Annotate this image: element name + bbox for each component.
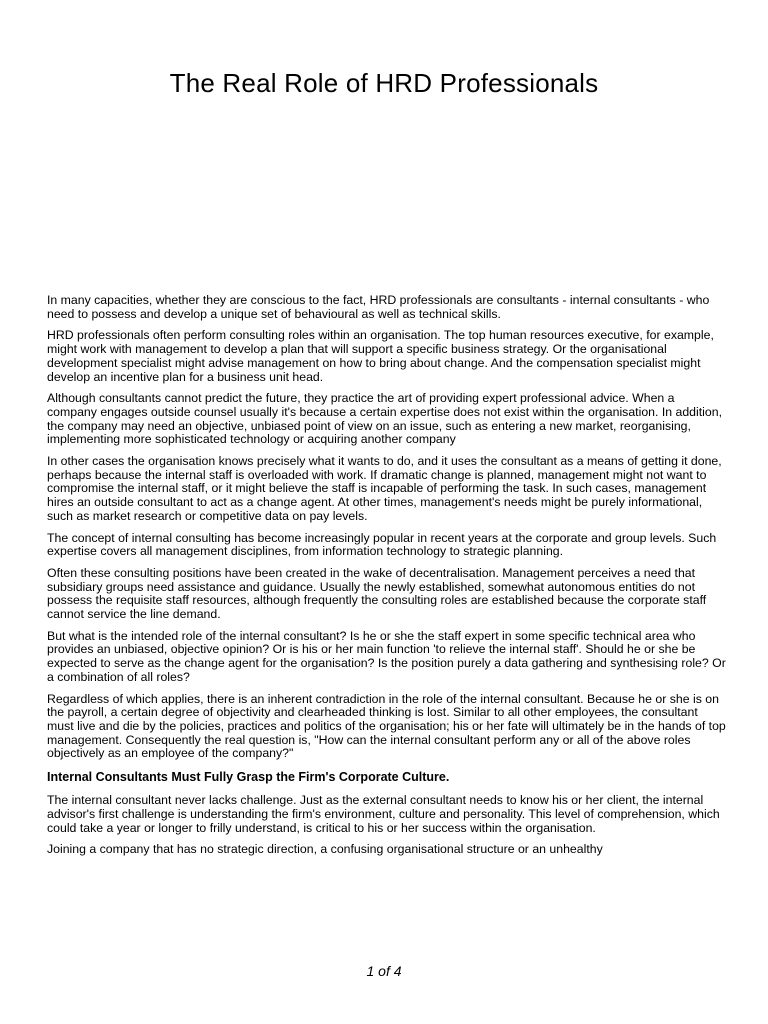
- paragraph: But what is the intended role of the internal consultant? Is he or she the staff expert in some specific technical area who provides an unbiased, objective opinion? Or is his or her main function 'to relieve the internal staff'. Should he or she be expected to serve as the change agent for the organisation? Is the position purely a data gathering and synthesising role? Or a combination of all roles?: [47, 628, 726, 684]
- paragraph: Joining a company that has no strategic direction, a confusing organisational structure or an unhealthy: [47, 842, 603, 857]
- paragraph: Often these consulting positions have been created in the wake of decentralisation. Management perceives a need that subsidiary groups need assistance and guidance. Usually the newly established, somewhat autonomous entities do not possess the requisite staff resources, although frequently the consulting roles are established because the corporate staff cannot service the line demand.: [47, 565, 707, 622]
- section-heading: Internal Consultants Must Fully Grasp the Firm's Corporate Culture.: [47, 770, 450, 785]
- paragraph: In many capacities, whether they are conscious to the fact, HRD professionals are consultants - internal consultants - who need to possess and develop a unique set of behavioural as well as technical skills.: [47, 293, 710, 321]
- paragraph: Although consultants cannot predict the future, they practice the art of providing expert professional advice. When a company engages outside counsel usually it's because a certain expertise does not exist within the organisation. In addition, the company may need an objective, unbiased point of view on an issue, such as entering a new market, reorganising, implementing more sophisticated technology or acquiring another company: [47, 391, 722, 447]
- paragraph: The internal consultant never lacks challenge. Just as the external consultant needs to know his or her client, the internal advisor's first challenge is understanding the firm's environment, culture and personality. This level of comprehension, which could take a year or longer to frilly understand, is critical to his or her success within the organisation.: [47, 793, 720, 835]
- document-body: [47, 294, 727, 865]
- paragraph: Regardless of which applies, there is an inherent contradiction in the role of the internal consultant. Because he or she is on the payroll, a certain degree of objectivity and clearheaded thinking is lost. Similar to all other employees, the consultant must live and die by the policies, practices and politics of the organisation; his or her fate will ultimately be in the hands of top management. Consequently the real question is, "How can the internal consultant perform any or all of the above roles objectively as an employee of the company?": [47, 691, 726, 761]
- paragraph: The concept of internal consulting has become increasingly popular in recent years at the corporate and group levels. Such expertise covers all management disciplines, from information technology to strategic planning.: [47, 530, 717, 559]
- document-title: The Real Role of HRD Professionals: [169, 68, 599, 98]
- paragraph: In other cases the organisation knows precisely what it wants to do, and it uses the consultant as a means of getting it done, perhaps because the internal staff is overloaded with work. If dramatic change is planned, management might not want to compromise the internal staff, or it might believe the staff is incapable of performing the task. In such cases, management hires an outside consultant to act as a change agent. At other times, management's needs might be purely informational, such as market research or competitive data on pay levels.: [47, 454, 722, 523]
- paragraph: HRD professionals often perform consulting roles within an organisation. The top human resources executive, for example, might work with management to develop a plan that will support a specific business strategy. Or the organisational development specialist might advise management on how to bring about change. And the compensation specialist might develop an incentive plan for a business unit head.: [47, 328, 714, 384]
- page-number: 1 of 4: [366, 963, 402, 979]
